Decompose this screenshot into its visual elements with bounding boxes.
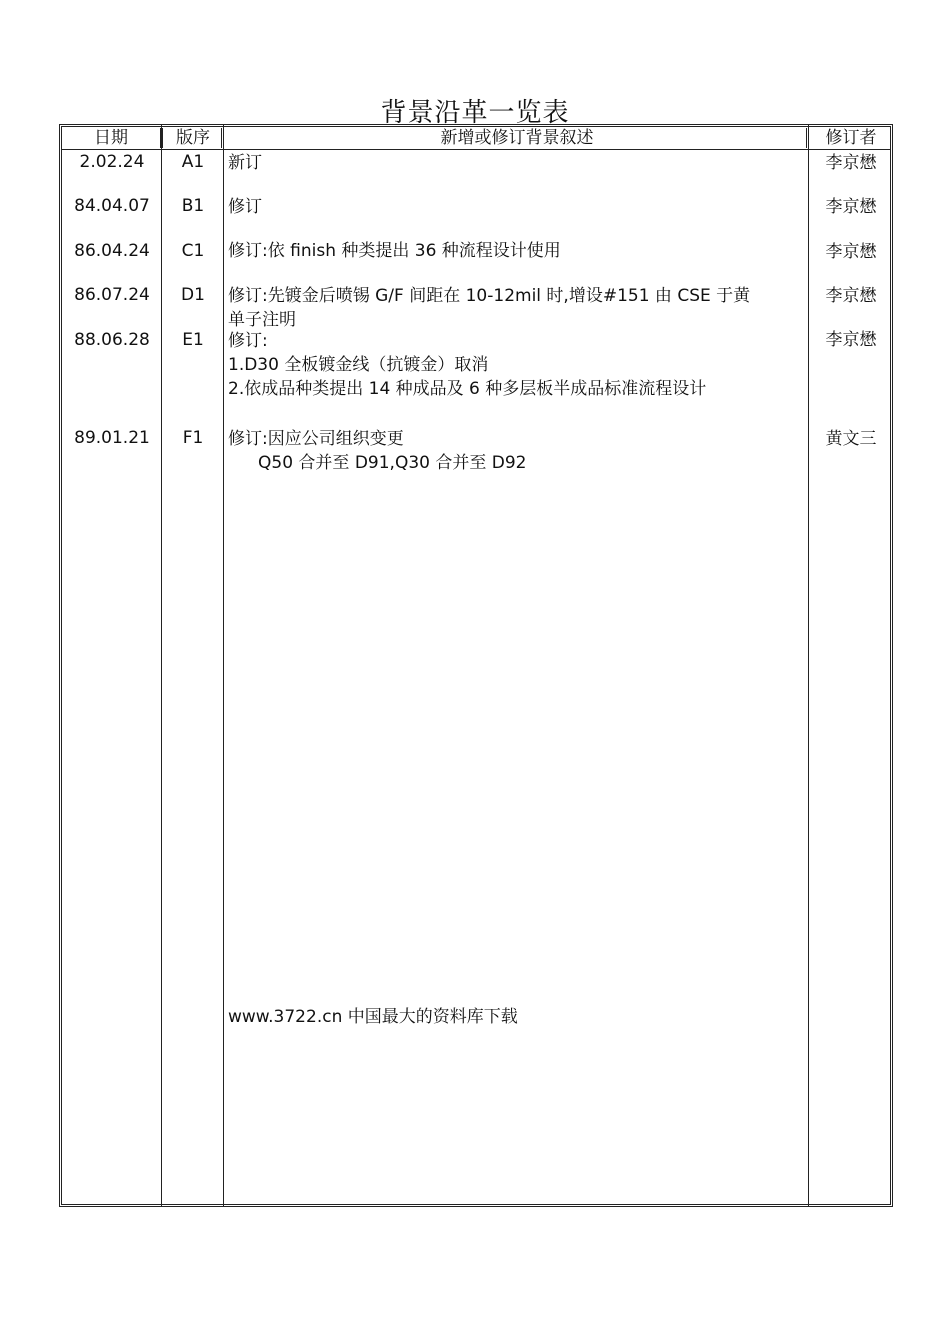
description-line: 新订 — [228, 153, 262, 173]
row-date: 2.02.24 — [79, 152, 145, 172]
row-author: 黄文三 — [825, 429, 877, 449]
row-description — [228, 151, 806, 175]
row-author: 李京懋 — [825, 330, 877, 350]
row-description — [228, 284, 806, 332]
row-date: 84.04.07 — [74, 196, 150, 216]
header-separator — [221, 128, 224, 148]
header-description: 新增或修订背景叙述 — [440, 128, 594, 148]
row-version: A1 — [181, 152, 205, 172]
row-version: C1 — [181, 241, 205, 261]
row-version: F1 — [182, 428, 204, 448]
description-line: 2.依成品种类提出 14 种成品及 6 种多层板半成品标准流程设计 — [228, 379, 707, 399]
description-line: 单子注明 — [228, 310, 296, 330]
description-line: 修订:先镀金后喷锡 G/F 间距在 10-12mil 时,增设#151 由 CSE 于黄 — [228, 286, 751, 306]
row-version: B1 — [181, 196, 205, 216]
row-description — [228, 195, 806, 219]
row-date: 86.07.24 — [74, 285, 150, 305]
header-version: 版序 — [176, 128, 210, 148]
header-date: 日期 — [94, 128, 128, 148]
footer-note: www.3722.cn 中国最大的资料库下载 — [228, 1007, 518, 1027]
description-line: 1.D30 全板镀金线（抗镀金）取消 — [228, 355, 489, 375]
description-line: Q50 合并至 D91,Q30 合并至 D92 — [258, 453, 527, 473]
description-line: 修订: — [228, 331, 268, 351]
row-author: 李京懋 — [825, 242, 877, 262]
row-author: 李京懋 — [825, 153, 877, 173]
header-separator — [806, 128, 809, 148]
description-line: 修订:依 finish 种类提出 36 种流程设计使用 — [228, 241, 561, 261]
row-date: 86.04.24 — [74, 241, 150, 261]
row-date: 88.06.28 — [74, 330, 150, 350]
row-description — [228, 329, 806, 401]
header-separator — [160, 128, 163, 148]
row-description — [228, 427, 806, 475]
column-divider — [808, 124, 809, 1207]
page-title: 背景沿革一览表 — [380, 98, 570, 128]
column-divider — [223, 124, 224, 1207]
row-author: 李京懋 — [825, 197, 877, 217]
row-description — [228, 239, 806, 263]
header-author: 修订者 — [825, 128, 877, 148]
row-version: D1 — [181, 285, 205, 305]
description-line: 修订 — [228, 197, 262, 217]
row-version: E1 — [182, 330, 204, 350]
row-author: 李京懋 — [825, 286, 877, 306]
description-line: 修订:因应公司组织变更 — [228, 429, 404, 449]
row-date: 89.01.21 — [74, 428, 150, 448]
